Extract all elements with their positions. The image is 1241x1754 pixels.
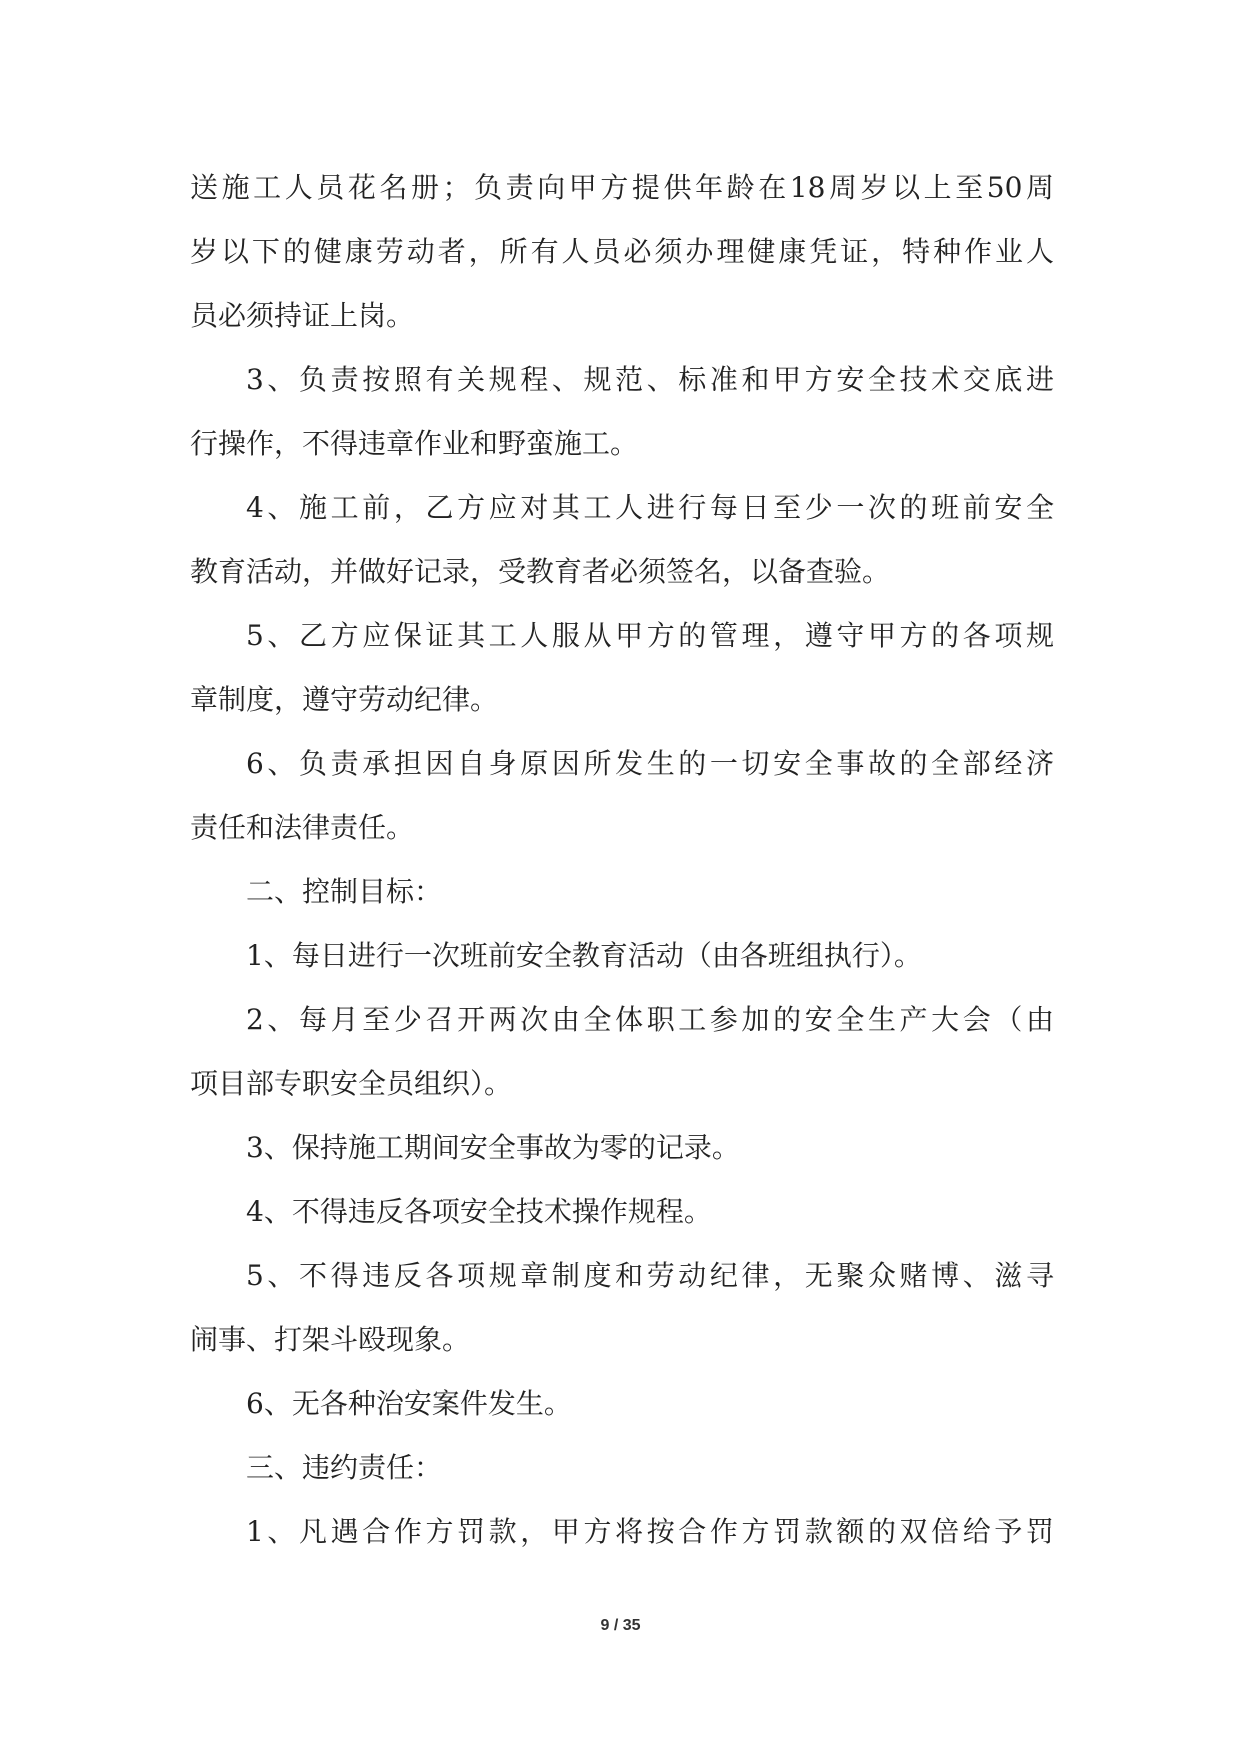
text-line: 6、负责承担因自身原因所发生的一切安全事故的全部经济 [246,747,1054,780]
text-line: 二、控制目标： [246,875,443,908]
paragraph [190,1372,1054,1436]
text-line: 员必须持证上岗。 [190,299,415,332]
text-line: 闹事、打架斗殴现象。 [190,1323,471,1356]
paragraph [190,1500,1054,1564]
paragraph [190,924,1054,988]
section-heading [190,860,1054,924]
paragraph [190,1180,1054,1244]
text-line: 三、违约责任： [246,1451,443,1484]
text-line: 1、凡遇合作方罚款，甲方将按合作方罚款额的双倍给予罚 [246,1515,1054,1548]
text-line: 章制度，遵守劳动纪律。 [190,683,499,716]
text-line: 项目部专职安全员组织）。 [190,1067,513,1100]
text-line: 3、保持施工期间安全事故为零的记录。 [246,1131,740,1164]
text-line: 送施工人员花名册；负责向甲方提供年龄在18周岁以上至50周 [190,171,1054,204]
section-heading [190,1436,1054,1500]
text-line: 教育活动，并做好记录，受教育者必须签名，以备查验。 [190,555,891,588]
document-body [190,156,1054,1564]
paragraph [190,1244,1054,1372]
paragraph [190,988,1054,1116]
paragraph [190,1116,1054,1180]
text-line: 2、每月至少召开两次由全体职工参加的安全生产大会（由 [246,1003,1054,1036]
text-line: 责任和法律责任。 [190,811,415,844]
text-line: 4、施工前，乙方应对其工人进行每日至少一次的班前安全 [246,491,1054,524]
paragraph [190,156,1054,348]
paragraph [190,348,1054,476]
text-line: 4、不得违反各项安全技术操作规程。 [246,1195,712,1228]
text-line: 5、不得违反各项规章制度和劳动纪律，无聚众赌博、滋寻 [246,1259,1054,1292]
text-line: 6、无各种治安案件发生。 [246,1387,572,1420]
paragraph [190,732,1054,860]
page-number: 9 / 35 [600,1617,641,1634]
paragraph [190,476,1054,604]
text-line: 行操作，不得违章作业和野蛮施工。 [190,427,639,460]
text-line: 岁以下的健康劳动者，所有人员必须办理健康凭证，特种作业人 [190,235,1054,268]
text-line: 5、乙方应保证其工人服从甲方的管理，遵守甲方的各项规 [246,619,1054,652]
text-line: 1、每日进行一次班前安全教育活动（由各班组执行）。 [246,939,922,972]
text-line: 3、负责按照有关规程、规范、标准和甲方安全技术交底进 [246,363,1054,396]
paragraph [190,604,1054,732]
